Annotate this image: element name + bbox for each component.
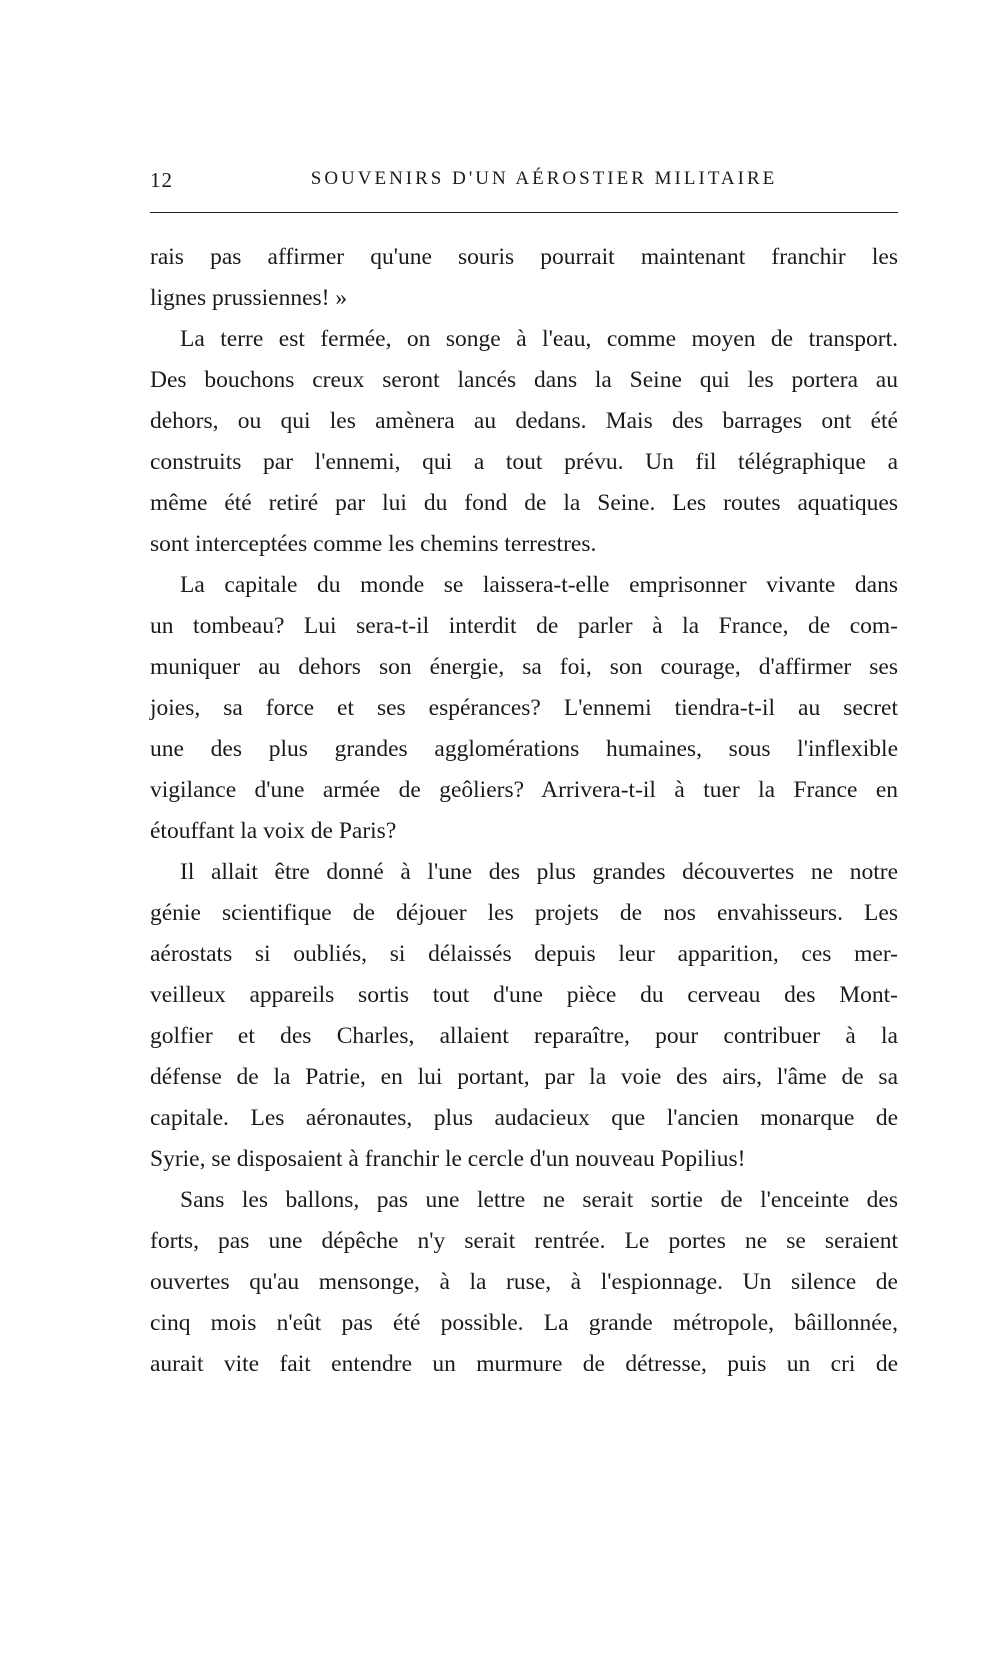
text-line: La terre est fermée, on songe à l'eau, comme moyen de transport. — [180, 326, 898, 352]
text-line: vigilance d'une armée de geôliers? Arrivera-t-il à tuer la France en — [150, 777, 898, 803]
text-line: muniquer au dehors son énergie, sa foi, son courage, d'affirmer ses — [150, 654, 898, 680]
text-line: génie scientifique de déjouer les projets de nos envahisseurs. Les — [150, 900, 898, 926]
text-line: Des bouchons creux seront lancés dans la Seine qui les portera au — [150, 367, 898, 393]
text-line: un tombeau? Lui sera-t-il interdit de parler à la France, de com- — [150, 613, 898, 639]
text-line: sont interceptées comme les chemins terrestres. — [150, 531, 597, 557]
text-line: veilleux appareils sortis tout d'une pièce du cerveau des Mont- — [150, 982, 898, 1008]
text-line: capitale. Les aéronautes, plus audacieux que l'ancien monarque de — [150, 1105, 898, 1131]
text-line: joies, sa force et ses espérances? L'ennemi tiendra-t-il au secret — [150, 695, 898, 721]
text-line: Sans les ballons, pas une lettre ne serait sortie de l'enceinte des — [180, 1187, 898, 1213]
running-title: SOUVENIRS D'UN AÉROSTIER MILITAIRE — [310, 168, 778, 189]
text-line: défense de la Patrie, en lui portant, par la voie des airs, l'âme de sa — [150, 1064, 898, 1090]
text-line: étouffant la voix de Paris? — [150, 818, 397, 844]
text-line: une des plus grandes agglomérations humaines, sous l'inflexible — [150, 736, 898, 762]
text-line: golfier et des Charles, allaient reparaître, pour contribuer à la — [150, 1023, 898, 1049]
text-line: Il allait être donné à l'une des plus grandes découvertes ne notre — [180, 859, 898, 885]
text-line: ouvertes qu'au mensonge, à la ruse, à l'espionnage. Un silence de — [150, 1269, 898, 1295]
text-line: aérostats si oubliés, si délaissés depuis leur apparition, ces mer- — [150, 941, 898, 967]
text-line: aurait vite fait entendre un murmure de détresse, puis un cri de — [150, 1351, 898, 1377]
text-line: dehors, ou qui les amènera au dedans. Mais des barrages ont été — [150, 408, 898, 434]
page-number: 12 — [150, 168, 173, 192]
running-head — [150, 168, 898, 196]
text-line: Syrie, se disposaient à franchir le cercle d'un nouveau Popilius! — [150, 1146, 746, 1172]
text-line: cinq mois n'eût pas été possible. La grande métropole, bâillonnée, — [150, 1310, 898, 1336]
text-line: construits par l'ennemi, qui a tout prévu. Un fil télégraphique a — [150, 449, 898, 475]
header-rule — [150, 212, 898, 213]
text-line: La capitale du monde se laissera-t-elle emprisonner vivante dans — [180, 572, 898, 598]
text-line: rais pas affirmer qu'une souris pourrait maintenant franchir les — [150, 244, 898, 270]
body-text — [150, 237, 898, 1385]
text-line: forts, pas une dépêche n'y serait rentrée. Le portes ne se seraient — [150, 1228, 898, 1254]
text-line: lignes prussiennes! » — [150, 285, 348, 311]
text-line: même été retiré par lui du fond de la Seine. Les routes aquatiques — [150, 490, 898, 516]
